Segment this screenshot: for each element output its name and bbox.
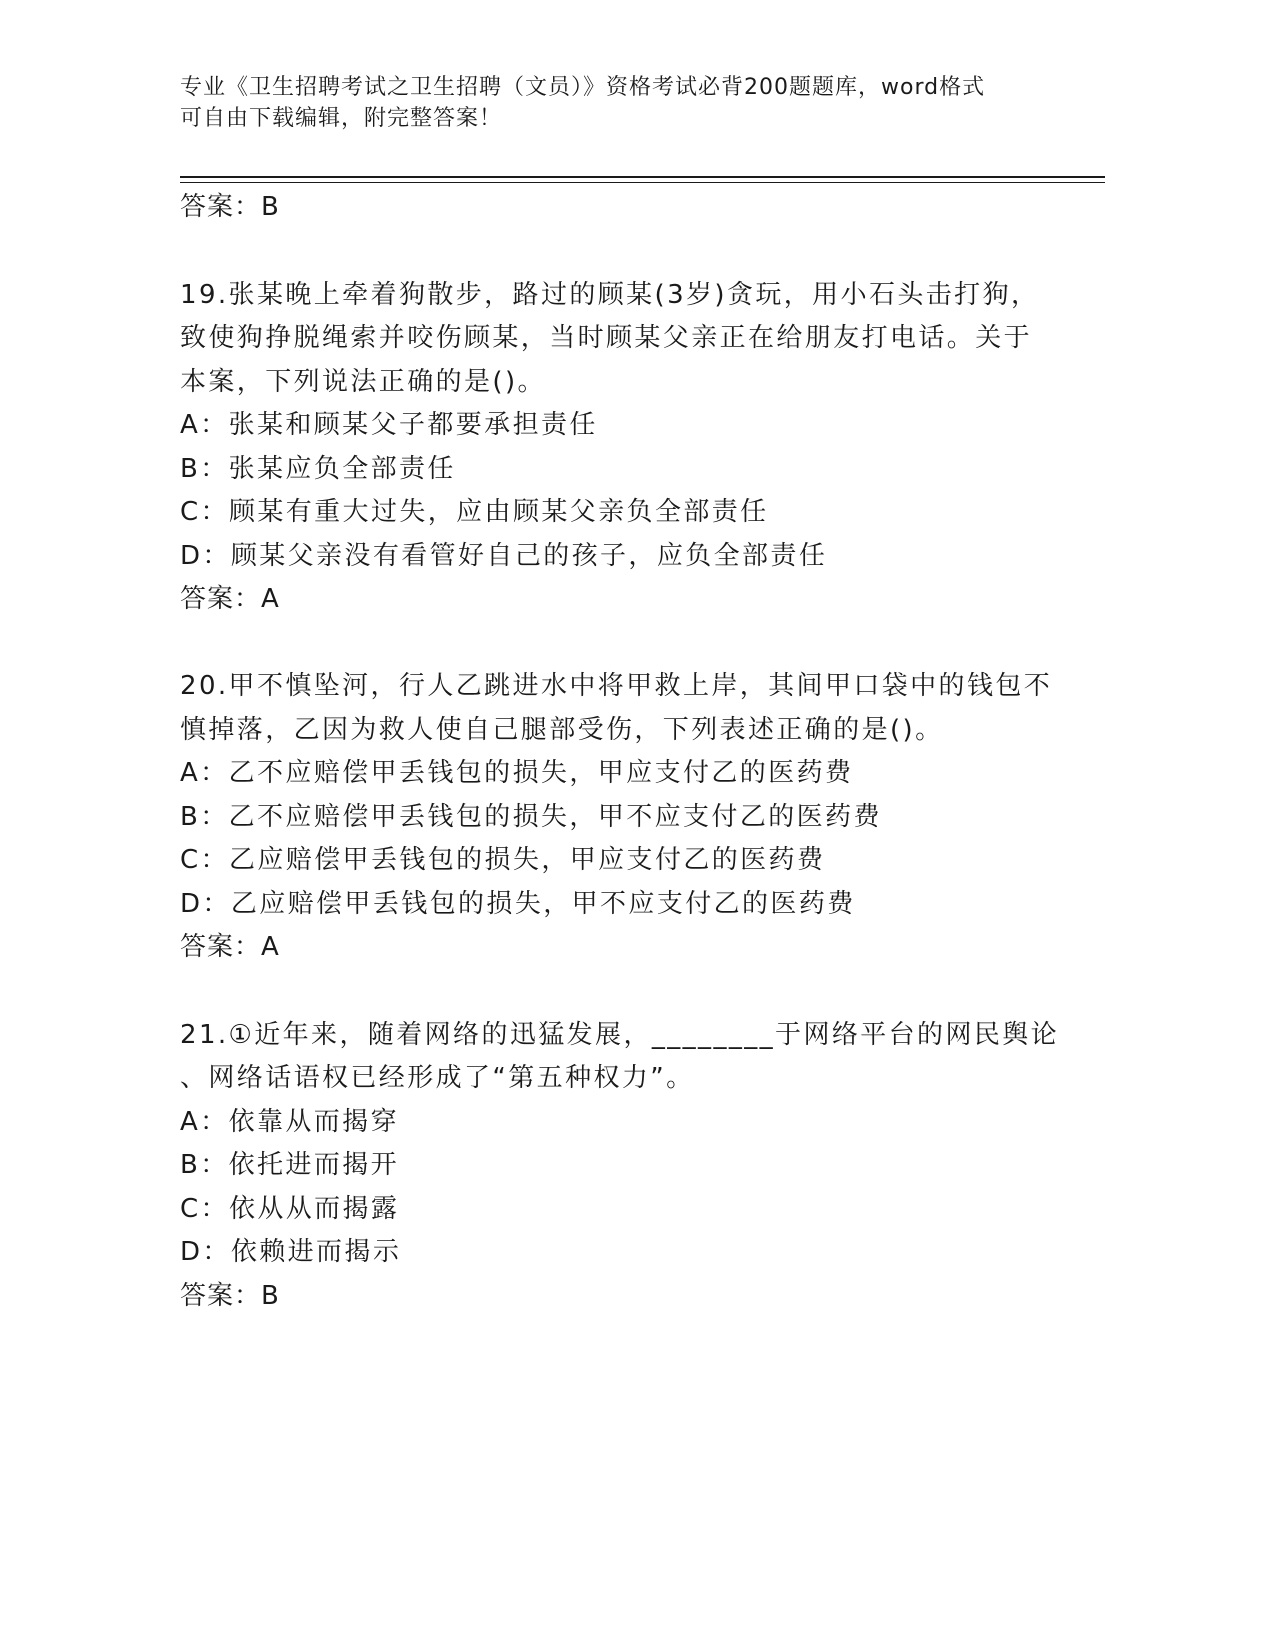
option-b: B：张某应负全部责任 bbox=[180, 454, 456, 484]
option-b: B：乙不应赔偿甲丢钱包的损失，甲不应支付乙的医药费 bbox=[180, 802, 882, 832]
answer-label: 答案：A bbox=[180, 932, 280, 962]
option-a: A：乙不应赔偿甲丢钱包的损失，甲应支付乙的医药费 bbox=[180, 758, 854, 788]
option-d: D：乙应赔偿甲丢钱包的损失，甲不应支付乙的医药费 bbox=[180, 889, 856, 919]
header-divider-thick bbox=[180, 176, 1105, 178]
option-d: D：依赖进而揭示 bbox=[180, 1237, 402, 1267]
question-text-line: 21.①近年来，随着网络的迅猛发展，________于网络平台的网民舆论 bbox=[180, 1020, 1060, 1050]
answer-label: 答案：A bbox=[180, 584, 280, 614]
option-c: C：乙应赔偿甲丢钱包的损失，甲应支付乙的医药费 bbox=[180, 845, 826, 875]
option-d: D：顾某父亲没有看管好自己的孩子，应负全部责任 bbox=[180, 541, 828, 571]
page-header bbox=[180, 72, 1060, 134]
option-c: C：顾某有重大过失，应由顾某父亲负全部责任 bbox=[180, 497, 769, 527]
header-divider-thin bbox=[180, 182, 1105, 183]
option-a: A：依靠从而揭穿 bbox=[180, 1107, 399, 1137]
question-text-line: 、网络话语权已经形成了“第五种权力”。 bbox=[180, 1063, 695, 1093]
answer-label: 答案：B bbox=[180, 1281, 280, 1311]
option-b: B：依托进而揭开 bbox=[180, 1150, 400, 1180]
header-line-2: 可自由下载编辑，附完整答案！ bbox=[180, 106, 503, 131]
option-c: C：依从从而揭露 bbox=[180, 1194, 400, 1224]
answer-label: 答案：B bbox=[180, 192, 280, 222]
question-text-line: 致使狗挣脱绳索并咬伤顾某，当时顾某父亲正在给朋友打电话。关于 bbox=[180, 323, 1033, 353]
option-a: A：张某和顾某父子都要承担责任 bbox=[180, 410, 598, 440]
question-text-line: 慎掉落，乙因为救人使自己腿部受伤，下列表述正确的是()。 bbox=[180, 715, 944, 745]
header-line-1: 专业《卫生招聘考试之卫生招聘（文员）》资格考试必背200题题库，word格式 bbox=[180, 75, 986, 100]
question-text-line: 19.张某晚上牵着狗散步，路过的顾某(3岁)贪玩，用小石头击打狗， bbox=[180, 280, 1040, 310]
question-text-line: 20.甲不慎坠河，行人乙跳进水中将甲救上岸，其间甲口袋中的钱包不 bbox=[180, 671, 1053, 701]
question-text-line: 本案，下列说法正确的是()。 bbox=[180, 367, 546, 397]
